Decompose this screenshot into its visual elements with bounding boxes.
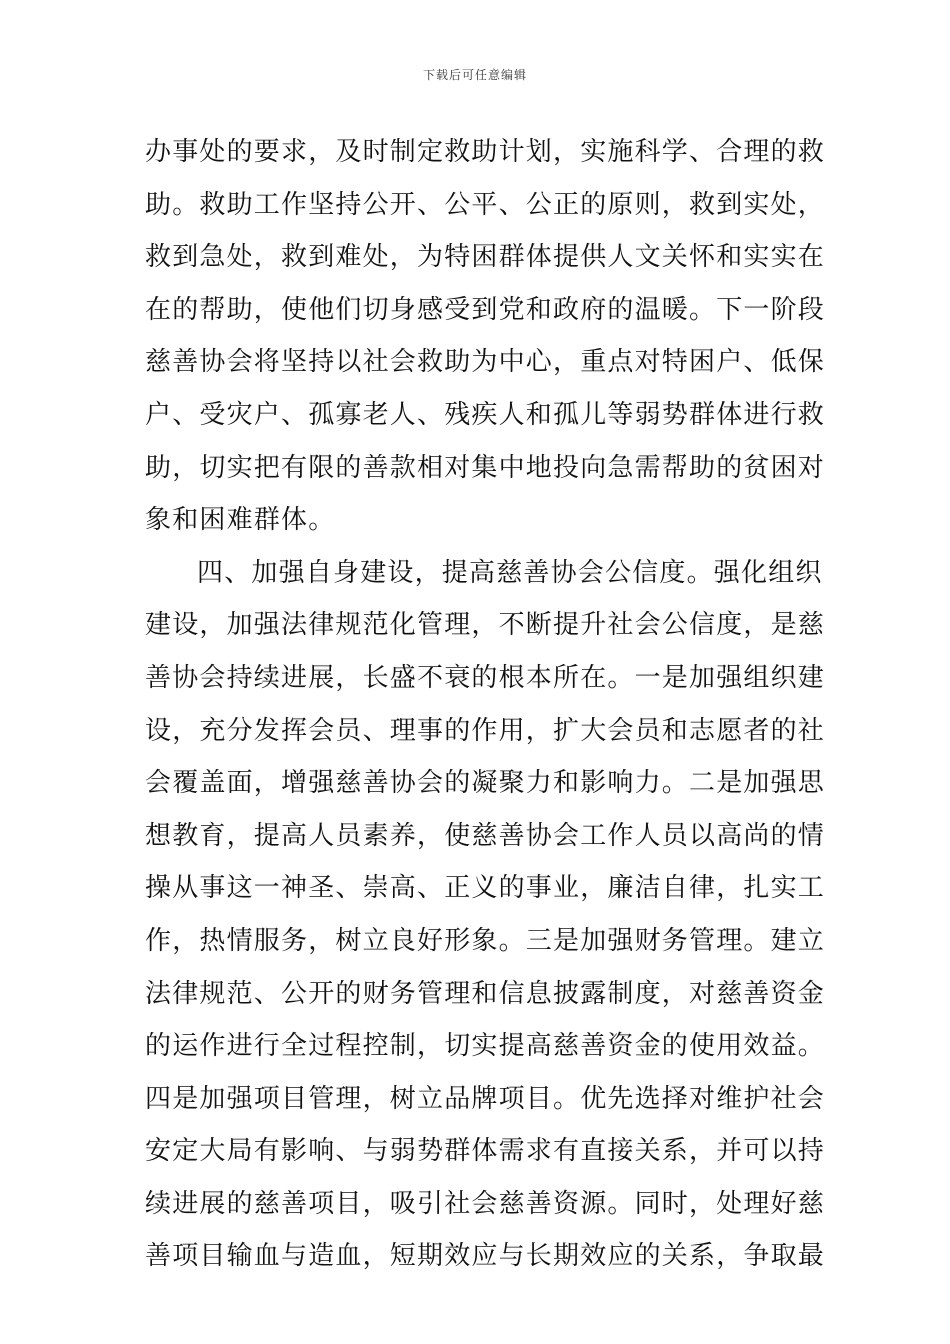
text-line: 善协会持续进展，长盛不衰的根本所在。一是加强组织建 [145,662,826,693]
text-line: 法律规范、公开的财务管理和信息披露制度，对慈善资金 [145,978,826,1009]
text-line: 四是加强项目管理，树立品牌项目。优先选择对维护社会 [145,1083,826,1114]
document-body [145,126,826,1283]
text-line: 操从事这一神圣、崇高、正义的事业，廉洁自律，扎实工 [145,873,826,904]
text-line: 救到急处，救到难处，为特困群体提供人文关怀和实实在 [145,242,826,273]
text-line: 四、加强自身建设，提高慈善协会公信度。强化组织 [197,557,823,588]
text-line: 助，切实把有限的善款相对集中地投向急需帮助的贫困对 [145,452,826,483]
text-line: 象和困难群体。 [145,505,336,536]
text-line: 会覆盖面，增强慈善协会的凝聚力和影响力。二是加强思 [145,768,826,799]
text-line: 户、受灾户、孤寡老人、残疾人和孤儿等弱势群体进行救 [145,399,826,430]
text-line: 建设，加强法律规范化管理，不断提升社会公信度，是慈 [145,610,826,641]
header-note: 下载后可任意编辑 [422,68,527,82]
text-line: 慈善协会将坚持以社会救助为中心，重点对特困户、低保 [145,347,826,378]
text-line: 安定大局有影响、与弱势群体需求有直接关系，并可以持 [145,1136,826,1167]
text-line: 的运作进行全过程控制，切实提高慈善资金的使用效益。 [145,1031,826,1062]
text-line: 作，热情服务，树立良好形象。三是加强财务管理。建立 [145,925,826,956]
text-line: 办事处的要求，及时制定救助计划，实施科学、合理的救 [145,137,826,167]
text-line: 续进展的慈善项目，吸引社会慈善资源。同时，处理好慈 [145,1188,826,1219]
text-line: 助。救助工作坚持公开、公平、公正的原则，救到实处， [145,189,826,220]
text-line: 想教育，提高人员素养，使慈善协会工作人员以高尚的情 [145,820,826,851]
text-line: 在的帮助，使他们切身感受到党和政府的温暖。下一阶段 [145,294,826,325]
text-line: 善项目输血与造血，短期效应与长期效应的关系，争取最 [145,1241,826,1272]
text-line: 设，充分发挥会员、理事的作用，扩大会员和志愿者的社 [145,715,826,746]
